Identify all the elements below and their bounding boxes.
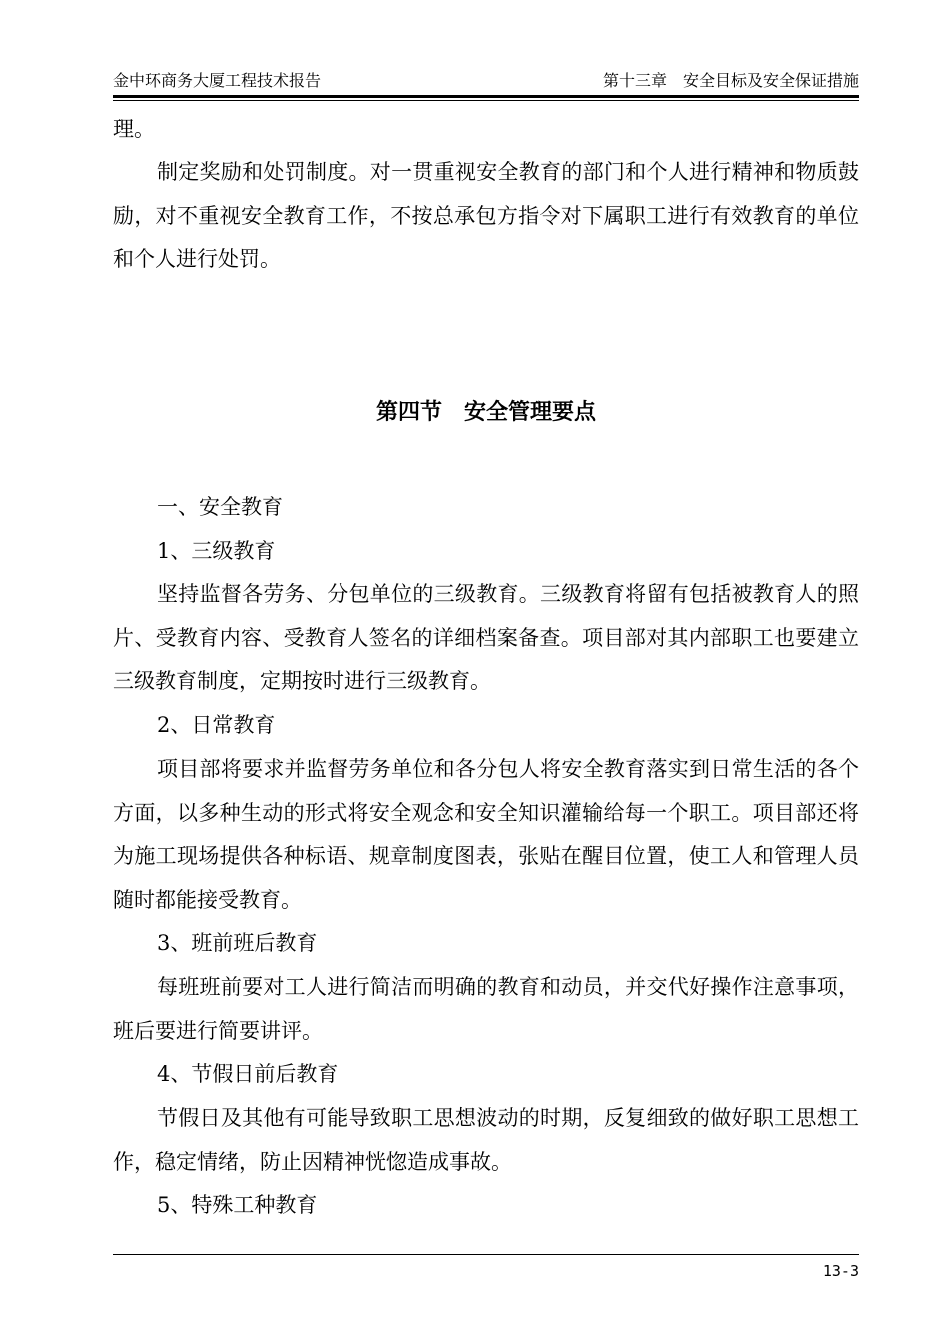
subitem-holiday-education: 4、节假日前后教育 [157,1062,339,1086]
page-number: 13-3 [822,1262,859,1280]
header-report-title: 金中环商务大厦工程技术报告 [113,71,322,90]
reward-paragraph: 制定奖励和处罚制度。对一贯重视安全教育的部门和个人进行精神和物质鼓励，对不重视安全教育工作，不按总承包方指令对下属职工进行有效教育的单位和个人进行处罚。 [113,160,859,272]
paragraph-shift-education: 每班班前要对工人进行简洁而明确的教育和动员，并交代好操作注意事项，班后要进行简要讲评。 [113,975,859,1043]
paragraph-daily-education: 项目部将要求并监督劳务单位和各分包人将安全教育落实到日常生活的各个方面，以多种生动的形式将安全观念和安全知识灌输给每一个职工。项目部还将为施工现场提供各种标语、规章制度图表，张贴在醒目位置，使工人和管理人员随时都能接受教育。 [113,757,859,912]
section-title: 第四节 安全管理要点 [375,400,596,425]
subitem-shift-education: 3、班前班后教育 [157,931,318,955]
paragraph-three-level-education: 坚持监督各劳务、分包单位的三级教育。三级教育将留有包括被教育人的照片、受教育内容、受教育人签名的详细档案备查。项目部对其内部职工也要建立三级教育制度，定期按时进行三级教育。 [113,582,859,694]
subitem-special-trade-education: 5、特殊工种教育 [157,1193,318,1217]
header-chapter-title: 第十三章 安全目标及安全保证措施 [602,71,859,90]
footer-rule [113,1254,859,1255]
item-safety-education: 一、安全教育 [157,495,283,519]
header-rule-thin [113,100,859,101]
continuation-text: 理。 [113,117,155,141]
page-header [113,70,859,92]
subitem-daily-education: 2、日常教育 [157,713,276,737]
paragraph-holiday-education: 节假日及其他有可能导致职工思想波动的时期，反复细致的做好职工思想工作，稳定情绪，防止因精神恍惚造成事故。 [113,1106,859,1174]
header-rule-thick [113,95,859,98]
subitem-three-level-education: 1、三级教育 [157,539,276,563]
